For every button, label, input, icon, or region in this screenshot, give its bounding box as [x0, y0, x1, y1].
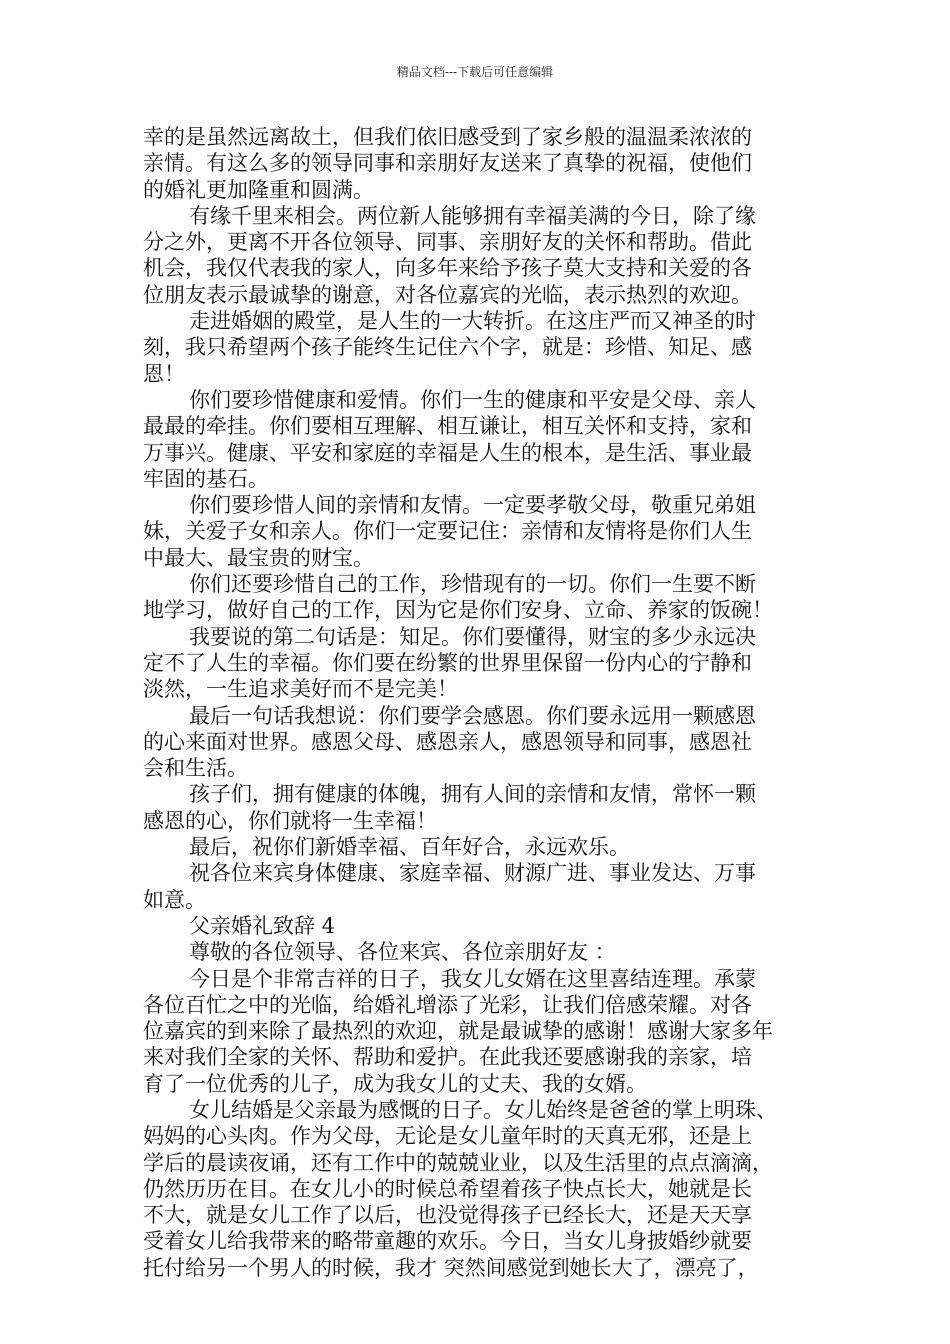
- text-line: 恩！: [143, 361, 185, 386]
- text-line: 的婚礼更加隆重和圆满。: [143, 177, 374, 202]
- text-line: 走进婚姻的殿堂，是人生的一大转折。在这庄严而又神圣的时: [189, 309, 756, 334]
- text-line: 你们要珍惜人间的亲情和友情。一定要孝敬父母，敬重兄弟姐: [189, 493, 756, 518]
- text-line: 你们要珍惜健康和爱情。你们一生的健康和平安是父母、亲人: [189, 387, 756, 412]
- text-line: 祝各位来宾身体健康、家庭幸福、财源广进、事业发达、万事: [189, 861, 756, 886]
- text-line: 妹，关爱子女和亲人。你们一定要记住：亲情和友情将是你们人生: [143, 519, 752, 544]
- text-line: 亲情。有这么多的领导同事和亲朋好友送来了真挚的祝福，使他们: [143, 151, 752, 176]
- text-line: 你们还要珍惜自己的工作，珍惜现有的一切。你们一生要不断: [189, 572, 756, 597]
- text-line: 万事兴。健康、平安和家庭的幸福是人生的根本，是生活、事业最: [143, 440, 752, 465]
- text-line: 学后的晨读夜诵，还有工作中的兢兢业业，以及生活里的点点滴滴，: [143, 1150, 773, 1175]
- text-line: 我要说的第二句话是：知足。你们要懂得，财宝的多少永远决: [189, 624, 756, 649]
- text-line: 最最的牵挂。你们要相互理解、相互谦让，相互关怀和支持，家和: [143, 414, 752, 439]
- text-line: 幸的是虽然远离故土，但我们依旧感受到了家乡般的温温柔浓浓的: [143, 125, 752, 149]
- text-line: 不大，就是女儿工作了以后，也没觉得孩子已经长大，还是天天享: [143, 1203, 752, 1228]
- text-line: 最后一句话我想说：你们要学会感恩。你们要永远用一颗感恩: [189, 703, 756, 728]
- text-line: 感恩的心，你们就将一生幸福！: [143, 808, 437, 833]
- text-line: 机会，我仅代表我的家人，向多年来给予孩子莫大支持和关爱的各: [143, 256, 752, 281]
- text-line: 牢固的基石。: [143, 466, 269, 491]
- text-line: 各位百忙之中的光临，给婚礼增添了光彩，让我们倍感荣耀。对各: [143, 992, 752, 1017]
- text-line: 孩子们，拥有健康的体魄，拥有人间的亲情和友情，常怀一颗: [189, 782, 756, 807]
- text-line: 地学习，做好自己的工作，因为它是你们安身、立命、养家的饭碗！: [143, 598, 773, 623]
- text-line: 位嘉宾的到来除了最热烈的欢迎，就是最诚挚的感谢！感谢大家多年: [143, 1019, 773, 1044]
- page-header: 精品文档---下载后可任意编辑: [396, 65, 554, 79]
- text-line: 有缘千里来相会。两位新人能够拥有幸福美满的今日，除了缘: [189, 203, 756, 228]
- text-line: 的心来面对世界。感恩父母、感恩亲人，感恩领导和同事，感恩社: [143, 729, 752, 754]
- text-line: 会和生活。: [143, 756, 248, 781]
- text-line: 刻，我只希望两个孩子能终生记住六个字，就是：珍惜、知足、感: [143, 335, 752, 360]
- text-line: 中最大、最宝贵的财宝。: [143, 545, 374, 570]
- text-line: 位朋友表示最诚挚的谢意，对各位嘉宾的光临，表示热烈的欢迎。: [143, 282, 752, 307]
- text-line: 父亲婚礼致辞 4: [189, 913, 336, 938]
- text-line: 如意。: [143, 887, 206, 912]
- text-line: 受着女儿给我带来的略带童趣的欢乐。今日，当女儿身披婚纱就要: [143, 1229, 752, 1254]
- text-line: 定不了人生的幸福。你们要在纷繁的世界里保留一份内心的宁静和: [143, 650, 752, 675]
- text-line: 育了一位优秀的儿子，成为我女儿的丈夫、我的女婿。: [143, 1071, 647, 1096]
- text-line: 今日是个非常吉祥的日子，我女儿女婿在这里喜结连理。承蒙: [189, 966, 756, 991]
- text-line: 仍然历历在目。在女儿小的时候总希望着孩子快点长大，她就是长: [143, 1176, 752, 1201]
- text-line: 女儿结婚是父亲最为感慨的日子。女儿始终是爸爸的掌上明珠、: [189, 1097, 777, 1122]
- document-body: [143, 124, 809, 1281]
- text-line: 尊敬的各位领导、各位来宾、各位亲朋好友 ：: [189, 940, 616, 965]
- text-line: 淡然，一生追求美好而不是完美！: [143, 677, 458, 702]
- text-line: 托付给另一个男人的时候，我才 突然间感觉到她长大了，漂亮了，: [143, 1255, 759, 1280]
- text-line: 最后，祝你们新婚幸福、百年好合，永远欢乐。: [189, 835, 630, 860]
- text-line: 分之外，更离不开各位领导、同事、亲朋好友的关怀和帮助。借此: [143, 230, 752, 255]
- text-line: 来对我们全家的关怀、帮助和爱护。在此我还要感谢我的亲家，培: [143, 1045, 752, 1070]
- text-line: 妈妈的心头肉。作为父母，无论是女儿童年时的天真无邪，还是上: [143, 1124, 752, 1149]
